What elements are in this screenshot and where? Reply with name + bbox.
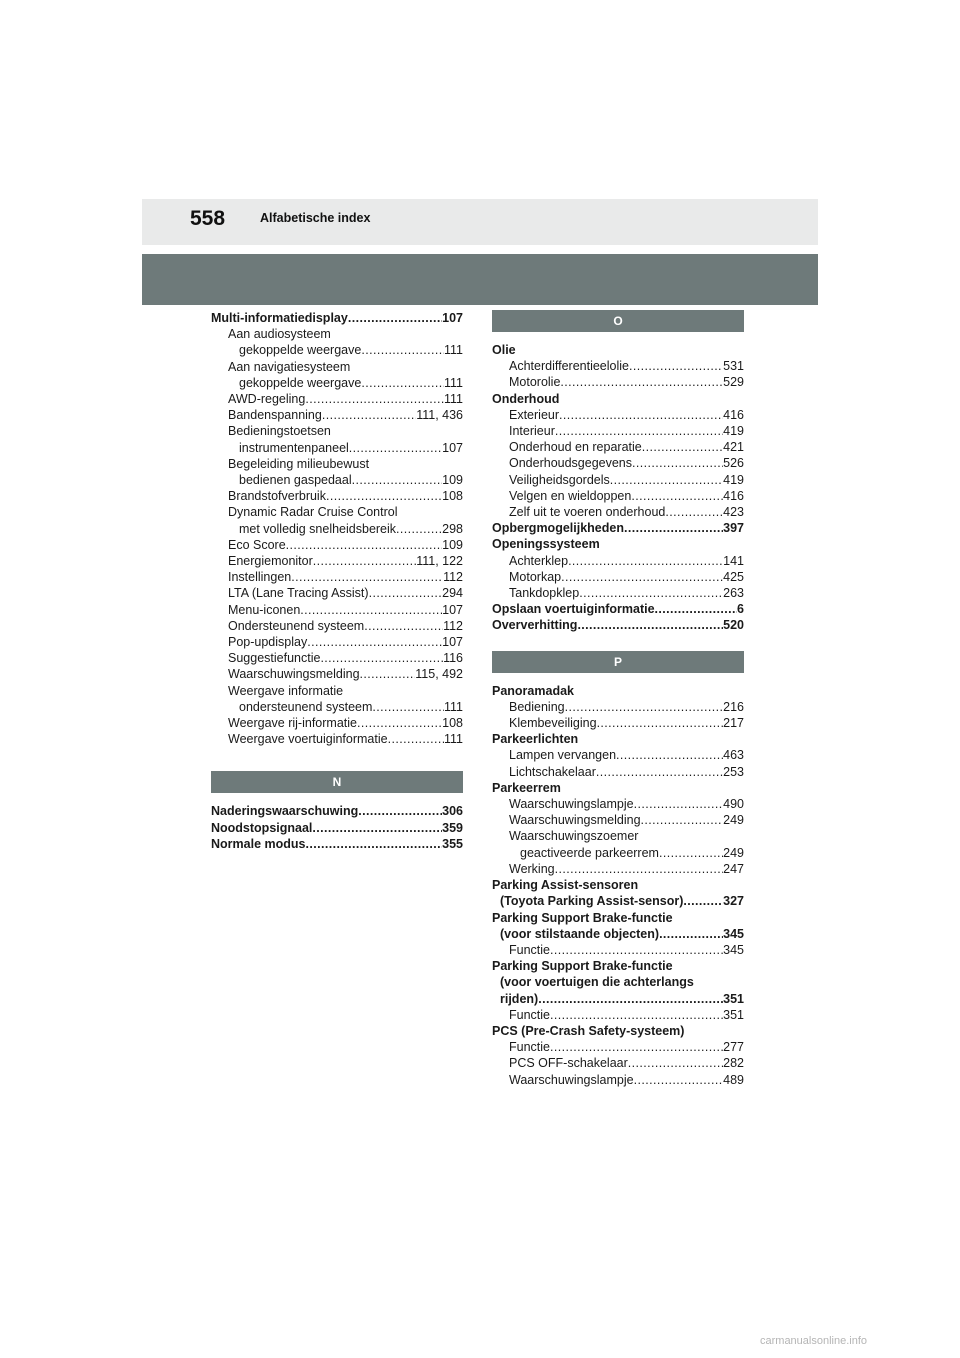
index-entry: [211, 803, 463, 819]
entry-label: Eco Score: [228, 537, 286, 552]
index-entry: [492, 358, 744, 374]
leader-dots: [313, 553, 416, 569]
entry-label: Energiemonitor: [228, 554, 313, 569]
index-entry: [211, 731, 463, 747]
index-entry: [211, 440, 463, 456]
index-entry: [492, 796, 744, 812]
index-entry: [211, 504, 463, 520]
entry-label: Panoramadak: [492, 683, 574, 698]
entry-label: Motorolie: [509, 375, 561, 390]
index-entry: [211, 699, 463, 715]
index-entry: [211, 683, 463, 699]
leader-dots: [641, 812, 724, 828]
entry-page-ref: 107: [442, 602, 463, 617]
index-entry: [492, 699, 744, 715]
index-entry: [492, 601, 744, 617]
leader-dots: [361, 342, 444, 358]
entry-label: Werking: [509, 861, 555, 876]
entry-page-ref: 116: [443, 651, 463, 666]
entry-label: Exterieur: [509, 407, 560, 422]
index-entry: [492, 828, 744, 844]
index-entry: [211, 342, 463, 358]
index-entry: [211, 310, 463, 326]
entry-label: Lichtschakelaar: [509, 764, 596, 779]
index-entry: [492, 1072, 744, 1088]
index-entry: [211, 521, 463, 537]
index-entry: [492, 520, 744, 536]
leader-dots: [634, 796, 724, 812]
entry-label: Bedieningstoetsen: [228, 424, 331, 439]
leader-dots: [631, 488, 723, 504]
entry-label: AWD-regeling: [228, 392, 306, 407]
index-entry: [492, 1023, 744, 1039]
entry-page-ref: 111, 122: [416, 554, 463, 569]
index-entry: [211, 375, 463, 391]
entry-label: rijden): [500, 991, 539, 1006]
index-entry: [492, 488, 744, 504]
entry-page-ref: 327: [723, 894, 744, 909]
index-entry: [492, 407, 744, 423]
entry-label: Parkeerrem: [492, 780, 561, 795]
entry-label: Ondersteunend systeem: [228, 618, 365, 633]
entry-page-ref: 419: [723, 472, 744, 487]
entry-label: Velgen en wieldoppen: [509, 488, 632, 503]
index-entry: [492, 472, 744, 488]
index-entry: [492, 910, 744, 926]
entry-page-ref: 217: [723, 716, 744, 731]
leader-dots: [555, 861, 724, 877]
leader-dots: [396, 521, 442, 537]
leader-dots: [568, 553, 723, 569]
leader-dots: [550, 1007, 723, 1023]
index-entry: [492, 845, 744, 861]
entry-label: Normale modus: [211, 836, 306, 851]
leader-dots: [300, 602, 442, 618]
leader-dots: [655, 601, 738, 617]
entry-page-ref: 520: [723, 618, 744, 633]
leader-dots: [596, 764, 723, 780]
entry-page-ref: 111, 436: [416, 408, 463, 423]
page-number: 558: [190, 207, 226, 230]
leader-dots: [634, 1072, 724, 1088]
entry-label: Waarschuwingslampje: [509, 797, 634, 812]
leader-dots: [597, 715, 724, 731]
entry-page-ref: 531: [723, 359, 744, 374]
entry-label: Onderhoud: [492, 391, 560, 406]
leader-dots: [286, 537, 442, 553]
index-entry: [492, 861, 744, 877]
entry-page-ref: 359: [442, 820, 463, 835]
entry-label: bedienen gaspedaal: [239, 473, 352, 488]
index-entry: [211, 602, 463, 618]
leader-dots: [361, 375, 444, 391]
leader-dots: [579, 585, 723, 601]
leader-dots: [322, 407, 416, 423]
leader-dots: [372, 699, 444, 715]
entry-page-ref: 107: [442, 311, 463, 325]
index-entry: [211, 391, 463, 407]
entry-label: Suggestiefunctie: [228, 651, 321, 666]
leader-dots: [348, 310, 442, 326]
index-list-n: [211, 803, 463, 852]
index-entry: [492, 764, 744, 780]
entry-page-ref: 416: [723, 407, 744, 422]
entry-page-ref: 115, 492: [415, 667, 463, 682]
index-entry: [492, 747, 744, 763]
entry-page-ref: 421: [723, 440, 744, 455]
entry-label: Zelf uit te voeren onderhoud: [509, 505, 666, 520]
entry-page-ref: 425: [723, 569, 744, 584]
entry-label: Brandstofverbruik: [228, 489, 326, 504]
leader-dots: [665, 504, 723, 520]
entry-label: Weergave rij-informatie: [228, 716, 357, 731]
entry-label: Waarschuwingsmelding: [228, 667, 360, 682]
leader-dots: [659, 926, 723, 942]
index-entry: [492, 812, 744, 828]
entry-label: Begeleiding milieubewust: [228, 456, 370, 471]
entry-page-ref: 351: [723, 1007, 744, 1022]
leader-dots: [628, 1055, 723, 1071]
index-entry: [211, 423, 463, 439]
index-entry: [492, 504, 744, 520]
index-entry: [211, 634, 463, 650]
entry-label: Aan navigatiesysteem: [228, 359, 351, 374]
letter-heading-p: P: [492, 651, 744, 673]
index-entry: [492, 391, 744, 407]
entry-label: Lampen vervangen: [509, 748, 617, 763]
entry-page-ref: 108: [442, 489, 463, 504]
entry-label: Weergave informatie: [228, 683, 344, 698]
entry-page-ref: 355: [442, 836, 463, 851]
leader-dots: [312, 820, 442, 836]
entry-label: Veiligheidsgordels: [509, 472, 610, 487]
entry-label: Klembeveiliging: [509, 716, 597, 731]
entry-page-ref: 463: [723, 748, 744, 763]
entry-label: Noodstopsignaal: [211, 820, 313, 835]
index-entry: [492, 991, 744, 1007]
entry-page-ref: 111: [443, 699, 463, 714]
entry-page-ref: 282: [723, 1056, 744, 1071]
entry-page-ref: 216: [723, 699, 744, 714]
leader-dots: [683, 893, 723, 909]
entry-page-ref: 112: [443, 618, 463, 633]
index-entry: [492, 553, 744, 569]
entry-page-ref: 490: [723, 797, 744, 812]
leader-dots: [358, 803, 442, 819]
entry-label: (Toyota Parking Assist-sensor): [500, 894, 684, 909]
entry-label: Achterklep: [509, 553, 569, 568]
entry-label: (voor voertuigen die achterlangs: [500, 975, 694, 990]
leader-dots: [305, 836, 442, 852]
leader-dots: [616, 747, 723, 763]
entry-label: Achterdifferentieelolie: [509, 359, 629, 374]
leader-dots: [388, 731, 444, 747]
entry-page-ref: 306: [442, 804, 463, 819]
index-entry: [492, 585, 744, 601]
entry-label: Instellingen: [228, 570, 292, 585]
index-entry: [211, 553, 463, 569]
entry-page-ref: 112: [443, 570, 463, 585]
entry-page-ref: 345: [723, 942, 744, 957]
entry-label: Naderingswaarschuwing: [211, 804, 359, 819]
leader-dots: [555, 423, 723, 439]
entry-label: LTA (Lane Tracing Assist): [228, 586, 369, 601]
leader-dots: [360, 666, 416, 682]
index-entry: [211, 569, 463, 585]
index-entry: [211, 456, 463, 472]
entry-label: Functie: [509, 1007, 550, 1022]
index-entry: [492, 423, 744, 439]
entry-page-ref: 107: [442, 440, 463, 455]
entry-page-ref: 253: [723, 764, 744, 779]
page-header: [142, 199, 818, 245]
letter-heading-o: O: [492, 310, 744, 332]
leader-dots: [349, 440, 442, 456]
entry-page-ref: 345: [723, 926, 744, 941]
index-entry: [492, 780, 744, 796]
entry-label: Weergave voertuiginformatie: [228, 732, 388, 747]
entry-page-ref: 419: [723, 424, 744, 439]
entry-page-ref: 109: [442, 537, 463, 552]
entry-page-ref: 351: [723, 991, 744, 1006]
index-entry: [492, 877, 744, 893]
index-entry: [492, 731, 744, 747]
index-entry: [492, 342, 744, 358]
entry-label: Parkeerlichten: [492, 732, 579, 747]
entry-label: Waarschuwingszoemer: [509, 829, 639, 844]
entry-page-ref: 6: [737, 602, 744, 617]
entry-label: Openingssysteem: [492, 537, 600, 552]
entry-label: Waarschuwingslampje: [509, 1072, 634, 1087]
index-entry: [492, 536, 744, 552]
entry-label: Parking Support Brake-functie: [492, 910, 673, 925]
index-list-p: [492, 683, 744, 1088]
entry-label: Dynamic Radar Cruise Control: [228, 505, 398, 520]
entry-page-ref: 111: [443, 343, 463, 358]
entry-label: Olie: [492, 343, 516, 357]
entry-page-ref: 298: [442, 521, 463, 536]
entry-label: Menu-iconen: [228, 602, 301, 617]
leader-dots: [561, 569, 723, 585]
index-entry: [492, 374, 744, 390]
leader-dots: [577, 617, 723, 633]
index-entry: [211, 650, 463, 666]
leader-dots: [326, 488, 442, 504]
entry-label: Functie: [509, 942, 550, 957]
index-list-m: [211, 310, 463, 747]
leader-dots: [560, 374, 723, 390]
index-entry: [211, 585, 463, 601]
index-column-right: [492, 310, 744, 1088]
entry-label: instrumentenpaneel: [239, 440, 349, 455]
index-entry: [211, 618, 463, 634]
entry-label: PCS (Pre-Crash Safety-systeem): [492, 1023, 685, 1038]
entry-page-ref: 141: [723, 553, 744, 568]
entry-label: Parking Assist-sensoren: [492, 878, 639, 893]
entry-label: Opslaan voertuiginformatie: [492, 602, 655, 617]
index-entry: [211, 472, 463, 488]
leader-dots: [364, 618, 443, 634]
entry-label: Bediening: [509, 699, 565, 714]
leader-dots: [291, 569, 443, 585]
leader-dots: [565, 699, 724, 715]
entry-label: Motorkap: [509, 569, 562, 584]
leader-dots: [610, 472, 723, 488]
entry-page-ref: 107: [442, 635, 463, 650]
entry-page-ref: 416: [723, 488, 744, 503]
entry-page-ref: 247: [723, 861, 744, 876]
entry-page-ref: 526: [723, 456, 744, 471]
entry-page-ref: 294: [442, 586, 463, 601]
index-entry: [492, 715, 744, 731]
entry-label: Onderhoud en reparatie: [509, 440, 642, 455]
index-entry: [492, 893, 744, 909]
entry-label: Interieur: [509, 424, 555, 439]
entry-label: PCS OFF-schakelaar: [509, 1056, 628, 1071]
entry-label: ondersteunend systeem: [239, 699, 373, 714]
entry-label: Opbergmogelijkheden: [492, 521, 624, 536]
index-column-left: [211, 310, 463, 852]
index-entry: [211, 488, 463, 504]
entry-label: met volledig snelheidsbereik: [239, 521, 397, 536]
entry-label: Tankdopklep: [509, 586, 580, 601]
index-entry: [211, 820, 463, 836]
index-entry: [211, 537, 463, 553]
leader-dots: [369, 585, 443, 601]
entry-page-ref: 529: [723, 375, 744, 390]
leader-dots: [320, 650, 443, 666]
entry-page-ref: 249: [723, 813, 744, 828]
entry-label: Functie: [509, 1040, 550, 1055]
entry-page-ref: 111: [443, 732, 463, 747]
index-entry: [492, 926, 744, 942]
index-entry: [211, 715, 463, 731]
entry-page-ref: 111: [443, 392, 463, 407]
index-entry: [492, 1007, 744, 1023]
entry-label: gekoppelde weergave: [239, 343, 362, 358]
leader-dots: [629, 358, 723, 374]
leader-dots: [624, 520, 723, 536]
entry-label: gekoppelde weergave: [239, 375, 362, 390]
index-entry: [211, 666, 463, 682]
leader-dots: [632, 455, 723, 471]
index-entry: [492, 617, 744, 633]
leader-dots: [550, 942, 723, 958]
leader-dots: [550, 1039, 723, 1055]
index-list-o: [492, 342, 744, 634]
leader-dots: [305, 391, 444, 407]
entry-label: Waarschuwingsmelding: [509, 813, 641, 828]
leader-dots: [559, 407, 723, 423]
leader-dots: [357, 715, 442, 731]
entry-label: Oververhitting: [492, 618, 578, 633]
section-title: Alfabetische index: [260, 211, 371, 225]
entry-label: Bandenspanning: [228, 408, 322, 423]
index-entry: [492, 683, 744, 699]
entry-page-ref: 263: [723, 586, 744, 601]
entry-label: Multi-informatiedisplay: [211, 311, 348, 325]
entry-page-ref: 249: [723, 845, 744, 860]
entry-page-ref: 109: [442, 473, 463, 488]
index-entry: [492, 569, 744, 585]
index-entry: [211, 836, 463, 852]
index-entry: [211, 359, 463, 375]
entry-label: geactiveerde parkeerrem: [520, 845, 659, 860]
entry-label: Pop-updisplay: [228, 635, 308, 650]
entry-page-ref: 397: [723, 521, 744, 536]
header-band: [142, 254, 818, 305]
entry-label: Aan audiosysteem: [228, 327, 331, 342]
leader-dots: [538, 991, 723, 1007]
entry-page-ref: 489: [723, 1072, 744, 1087]
entry-label: Onderhoudsgegevens: [509, 456, 633, 471]
index-entry: [211, 407, 463, 423]
entry-page-ref: 108: [442, 716, 463, 731]
index-entry: [492, 1039, 744, 1055]
index-entry: [492, 439, 744, 455]
leader-dots: [659, 845, 723, 861]
index-entry: [492, 1055, 744, 1071]
entry-label: (voor stilstaande objecten): [500, 926, 660, 941]
index-entry: [492, 958, 744, 974]
index-entry: [492, 942, 744, 958]
leader-dots: [352, 472, 443, 488]
leader-dots: [307, 634, 442, 650]
entry-label: Parking Support Brake-functie: [492, 959, 673, 974]
entry-page-ref: 277: [723, 1040, 744, 1055]
index-entry: [492, 974, 744, 990]
index-entry: [211, 326, 463, 342]
watermark: carmanualsonline.info: [760, 1335, 868, 1347]
entry-page-ref: 423: [723, 505, 744, 520]
entry-page-ref: 111: [443, 375, 463, 390]
leader-dots: [642, 439, 723, 455]
letter-heading-n: N: [211, 771, 463, 793]
index-entry: [492, 455, 744, 471]
